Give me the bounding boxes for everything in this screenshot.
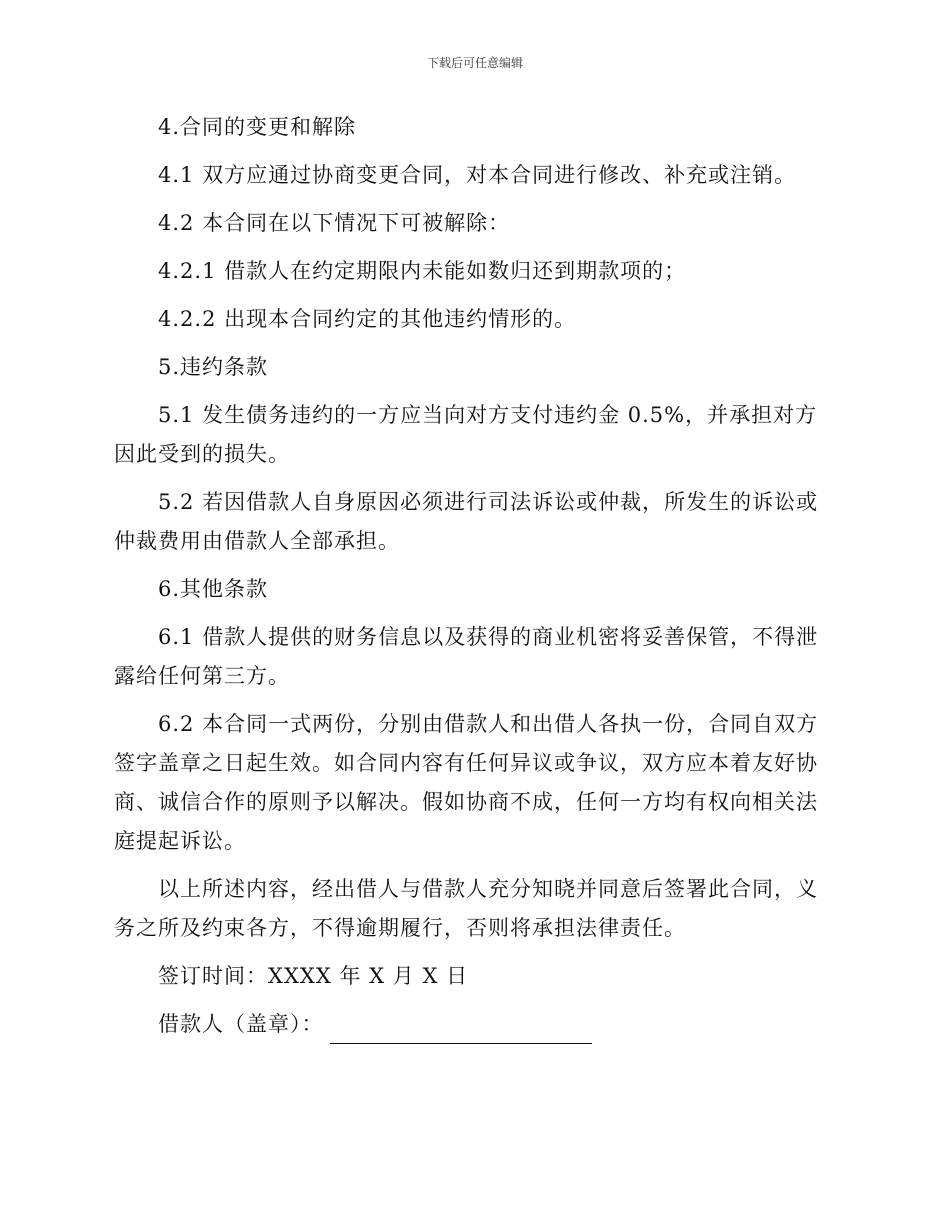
clause-4-2-2: 4.2.2 出现本合同约定的其他违约情形的。: [158, 307, 577, 331]
clause-4-2: 4.2 本合同在以下情况下可被解除：: [158, 211, 511, 235]
section-heading-5: 5.违约条款: [158, 355, 269, 379]
clause-6-1: 6.1 借款人提供的财务信息以及获得的商业机密将妥善保管，不得泄露给任何第三方。: [114, 625, 819, 688]
borrower-signature-row: [114, 1005, 838, 1044]
section-heading-6: 6.其他条款: [158, 577, 269, 601]
clause-5-1: 5.1 发生债务违约的一方应当向对方支付违约金 0.5%，并承担对方因此受到的损失。: [114, 403, 818, 466]
clause-5-2: 5.2 若因借款人自身原因必须进行司法诉讼或仲裁，所发生的诉讼或仲裁费用由借款人全部承担。: [114, 490, 819, 553]
page-header: 下载后可任意编辑: [426, 56, 523, 70]
clause-4-1: 4.1 双方应通过协商变更合同，对本合同进行修改、补充或注销。: [158, 163, 797, 187]
borrower-signature-line: [330, 1017, 592, 1044]
clause-4-2-1: 4.2.1 借款人在约定期限内未能如数归还到期款项的；: [158, 259, 687, 283]
signing-date: 签订时间：XXXX 年 X 月 X 日: [158, 964, 469, 988]
clause-6-2: 6.2 本合同一式两份，分别由借款人和出借人各执一份，合同自双方签字盖章之日起生效。如合同内容有任何异议或争议，双方应本着友好协商、诚信合作的原则予以解决。假如协商不成，任何一方均有权向相关法庭提起诉讼。: [114, 712, 819, 853]
borrower-signature-label: 借款人（盖章）：: [158, 1012, 324, 1036]
closing-statement: 以上所述内容，经出借人与借款人充分知晓并同意后签署此合同，义务之所及约束各方，不得逾期履行，否则将承担法律责任。: [114, 877, 818, 940]
section-heading-4: 4.合同的变更和解除: [158, 115, 357, 139]
document-body: [114, 108, 838, 1053]
